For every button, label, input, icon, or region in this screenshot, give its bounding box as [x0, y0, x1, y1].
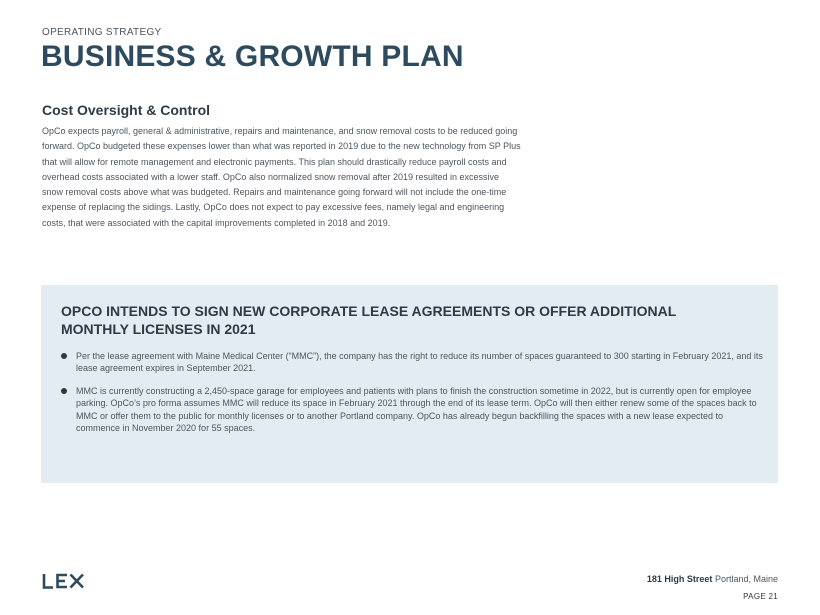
eyebrow: OPERATING STRATEGY: [42, 27, 162, 38]
bullet-text: Per the lease agreement with Maine Medical Center (“MMC”), the company has the right to reduce its number of spaces guaranteed to 300 starting in February 2021, and its lease agreement expires in September 2021.: [76, 351, 763, 374]
bullet-list: [61, 350, 767, 444]
footer-address: [647, 574, 778, 584]
bullet-icon: [61, 388, 67, 394]
bullet-icon: [61, 353, 67, 359]
list-item: [61, 350, 767, 375]
section-body: OpCo expects payroll, general & administrative, repairs and maintenance, and snow removal costs to be reduced going forward. OpCo budgeted these expenses lower than what was reported in 2019 due to the new technology from SP Plus that will allow for remote management and electronic payments. This plan should drastically reduce payroll costs and overhead costs associated with a lower staff. OpCo also normalized snow removal after 2019 resulted in excessive snow removal costs above what was budgeted. Repairs and maintenance going forward will not include the one-time expense of replacing the sidings. Lastly, OpCo does not expect to pay excessive fees, namely legal and engineering costs, that were associated with the capital improvements completed in 2018 and 2019.: [42, 126, 521, 228]
section-heading: Cost Oversight & Control: [42, 102, 211, 118]
address-street: 181 High Street: [646, 574, 713, 584]
page-title: BUSINESS & GROWTH PLAN: [41, 40, 464, 73]
callout-heading: OPCO INTENDS TO SIGN NEW CORPORATE LEASE AGREEMENTS OR OFFER ADDITIONAL MONTHLY LICENSES IN 2021: [61, 303, 676, 337]
callout-box: [41, 285, 778, 483]
lex-logo-icon: [42, 573, 86, 589]
address-city: Portland, Maine: [714, 574, 778, 584]
page-number: PAGE 21: [743, 592, 778, 601]
bullet-text: MMC is currently constructing a 2,450-space garage for employees and patients with plans to finish the construction sometime in 2022, but is currently open for employee parking. OpCo’s pro forma assumes MMC will reduce its space in February 2021 through the end of its lease term. OpCo will then either renew some of the spaces back to MMC or offer them to the public for monthly licenses or to another Portland company. OpCo has already begun backfilling the spaces with a new lease expected to commence in November 2020 for 55 spaces.: [76, 385, 757, 434]
list-item: [61, 385, 767, 435]
